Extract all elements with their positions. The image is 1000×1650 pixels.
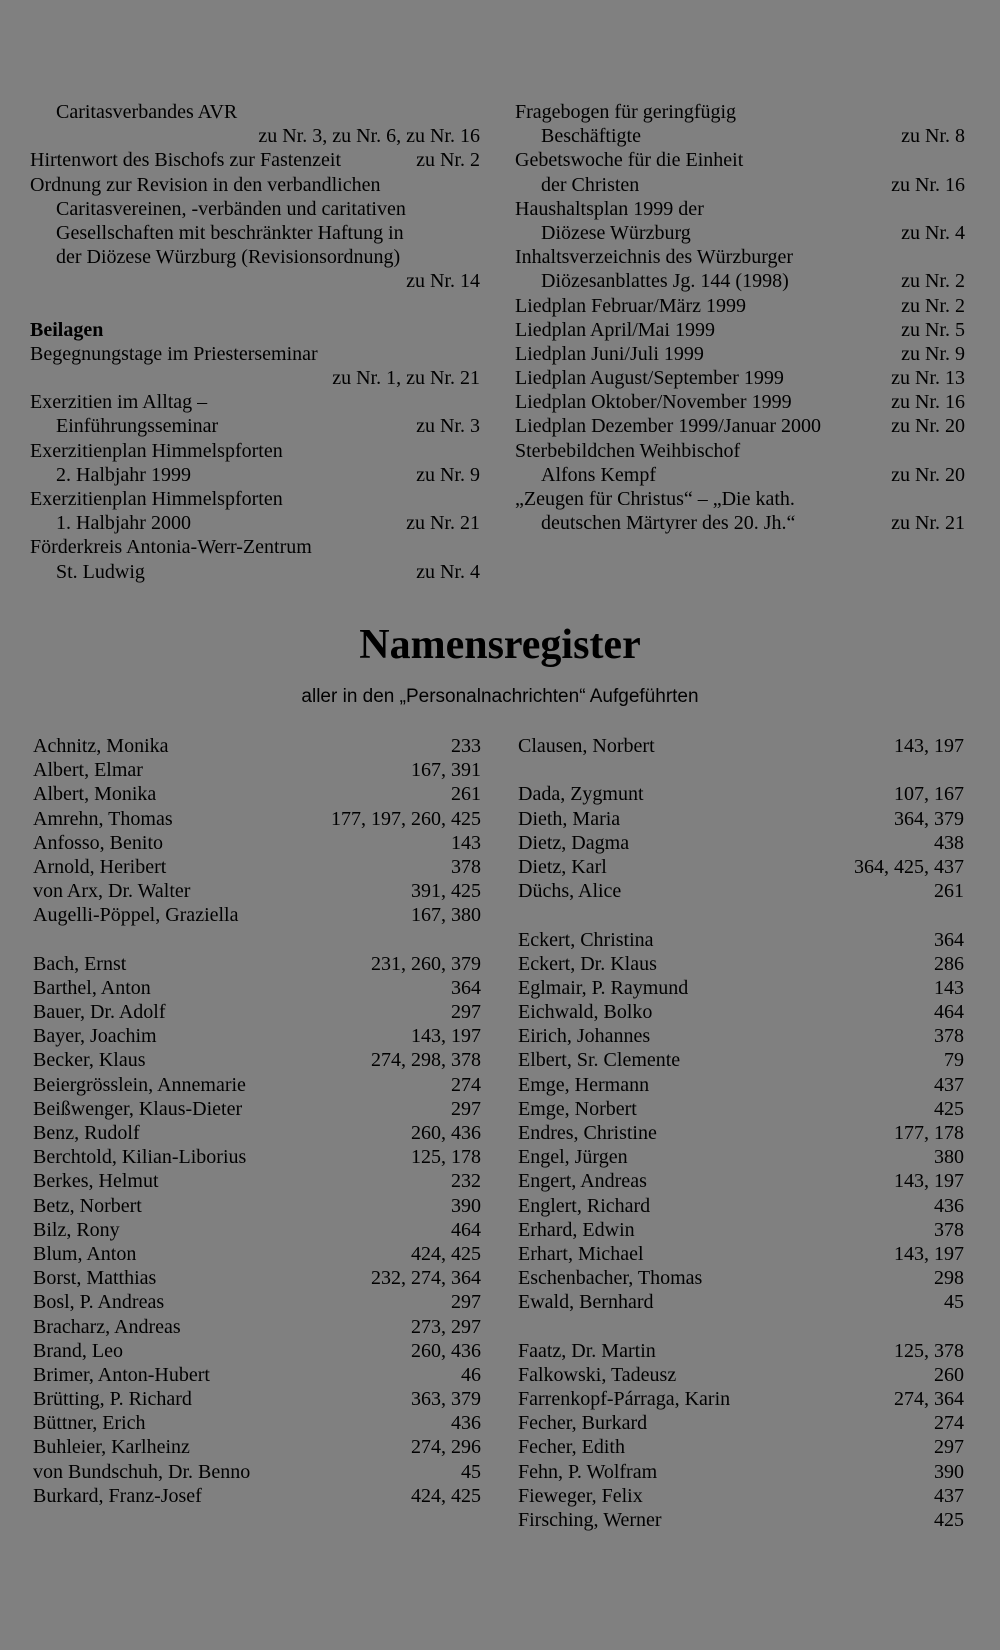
- page-numbers: 436: [934, 1194, 964, 1217]
- page-numbers: 378: [451, 855, 481, 878]
- name-entry: [33, 1145, 481, 1169]
- name-entry: [518, 1460, 964, 1484]
- page-numbers: 378: [934, 1025, 964, 1048]
- name-entry: [518, 807, 964, 831]
- entry-title: 2. Halbjahr 1999: [56, 463, 191, 486]
- page-numbers: 364: [451, 976, 481, 999]
- page-numbers: 274: [934, 1412, 964, 1435]
- entry-title: Sterbebildchen Weihbischof: [515, 439, 741, 462]
- name-entry: [33, 1339, 481, 1363]
- entry-reference: zu Nr. 9: [901, 342, 965, 365]
- entry-reference: zu Nr. 16: [891, 173, 965, 196]
- index-entry: [30, 511, 480, 535]
- name-entry: [518, 1508, 964, 1532]
- person-name: Engel, Jürgen: [518, 1146, 628, 1169]
- page-numbers: 390: [451, 1194, 481, 1217]
- person-name: Brand, Leo: [33, 1339, 123, 1362]
- names-column-left: [33, 734, 481, 1508]
- page-numbers: 177, 178: [894, 1122, 964, 1144]
- person-name: Brimer, Anton-Hubert: [33, 1363, 210, 1386]
- page-numbers: 274, 298, 378: [371, 1049, 481, 1072]
- page-numbers: 167, 380: [411, 904, 481, 927]
- name-entry: [33, 1073, 481, 1097]
- section-heading: [30, 318, 480, 342]
- spacer: [30, 294, 480, 318]
- index-entry: [30, 366, 480, 390]
- index-entry: [30, 269, 480, 293]
- person-name: von Bundschuh, Dr. Benno: [33, 1460, 251, 1483]
- person-name: Berkes, Helmut: [33, 1170, 159, 1193]
- spacer: [33, 928, 481, 952]
- name-entry: [33, 1169, 481, 1193]
- name-entry: [518, 1194, 964, 1218]
- index-entry: [30, 124, 480, 148]
- name-entry: [518, 1218, 964, 1242]
- name-entry: [518, 1266, 964, 1290]
- index-entry: [30, 342, 480, 366]
- person-name: Bayer, Joachim: [33, 1025, 157, 1048]
- name-entry: [33, 1024, 481, 1048]
- person-name: Bauer, Dr. Adolf: [33, 1001, 166, 1024]
- register-heading: [0, 620, 1000, 710]
- name-entry: [33, 1048, 481, 1072]
- page-numbers: 233: [451, 735, 481, 757]
- name-entry: [33, 1387, 481, 1411]
- page-numbers: 464: [934, 1001, 964, 1024]
- person-name: Erhard, Edwin: [518, 1218, 635, 1241]
- name-entry: [518, 952, 964, 976]
- index-entry: [515, 511, 965, 535]
- name-entry: [33, 855, 481, 879]
- entry-title: Einführungsseminar: [56, 415, 219, 438]
- page-numbers: 274, 364: [894, 1388, 964, 1411]
- page-numbers: 380: [934, 1146, 964, 1169]
- name-entry: [33, 807, 481, 831]
- page-numbers: 437: [934, 1484, 964, 1507]
- page-numbers: 436: [451, 1412, 481, 1435]
- person-name: Berchtold, Kilian-Liborius: [33, 1146, 247, 1169]
- register-title: Namensregister: [359, 622, 641, 668]
- entry-title: Hirtenwort des Bischofs zur Fastenzeit: [30, 149, 342, 172]
- name-entry: [33, 1460, 481, 1484]
- page-numbers: 260: [934, 1363, 964, 1386]
- person-name: Engert, Andreas: [518, 1170, 647, 1193]
- entry-title: der Christen: [541, 173, 640, 196]
- name-entry: [33, 734, 481, 758]
- entry-title: Diözesanblattes Jg. 144 (1998): [541, 270, 789, 293]
- person-name: Anfosso, Benito: [33, 831, 163, 854]
- register-subtitle: aller in den „Personalnachrichten“ Aufgeführten: [301, 686, 699, 707]
- index-entry: [30, 463, 480, 487]
- name-entry: [33, 1315, 481, 1339]
- person-name: Faatz, Dr. Martin: [518, 1339, 656, 1362]
- page-numbers: 125, 178: [411, 1146, 481, 1169]
- page-numbers: 286: [934, 952, 964, 975]
- person-name: Buhleier, Karlheinz: [33, 1436, 190, 1459]
- page-numbers: 363, 379: [411, 1388, 481, 1411]
- name-entry: [518, 1024, 964, 1048]
- name-entry: [518, 855, 964, 879]
- index-entry: [30, 487, 480, 511]
- name-entry: [518, 1145, 964, 1169]
- page-numbers: 274: [451, 1073, 481, 1096]
- name-entry: [33, 831, 481, 855]
- entry-reference: zu Nr. 13: [891, 367, 965, 390]
- index-entry: [515, 487, 965, 511]
- name-entry: [518, 1484, 964, 1508]
- index-entry: [30, 197, 480, 221]
- index-entry: [515, 100, 965, 124]
- person-name: von Arx, Dr. Walter: [33, 880, 191, 903]
- person-name: Borst, Matthias: [33, 1267, 157, 1290]
- entry-title: Gesellschaften mit beschränkter Haftung in: [56, 221, 404, 244]
- entry-reference: zu Nr. 4: [416, 560, 480, 583]
- page-numbers: 45: [944, 1291, 964, 1314]
- index-entry: [515, 221, 965, 245]
- index-entry: [30, 148, 480, 172]
- index-entry: [30, 221, 480, 245]
- name-entry: [33, 1266, 481, 1290]
- spacer: [518, 758, 964, 782]
- entry-title: Gebetswoche für die Einheit: [515, 149, 744, 172]
- name-entry: [518, 1000, 964, 1024]
- index-entry: [515, 463, 965, 487]
- name-entry: [518, 1048, 964, 1072]
- index-entry: [30, 560, 480, 584]
- person-name: Fehn, P. Wolfram: [518, 1460, 658, 1483]
- name-entry: [33, 1411, 481, 1435]
- page-numbers: 378: [934, 1218, 964, 1241]
- entry-title: Haushaltsplan 1999 der: [515, 197, 704, 220]
- name-entry: [33, 782, 481, 806]
- index-entry: [515, 439, 965, 463]
- name-entry: [33, 1484, 481, 1508]
- entry-title: Exerzitienplan Himmelspforten: [30, 439, 283, 462]
- person-name: Blum, Anton: [33, 1242, 137, 1265]
- index-entry: [515, 269, 965, 293]
- page-numbers: 297: [934, 1436, 964, 1459]
- person-name: Erhart, Michael: [518, 1242, 644, 1265]
- page-numbers: 125, 378: [894, 1339, 964, 1362]
- person-name: Falkowski, Tadeusz: [518, 1363, 677, 1386]
- entry-reference: zu Nr. 2: [901, 294, 965, 317]
- person-name: Emge, Hermann: [518, 1073, 650, 1096]
- name-entry: [33, 1242, 481, 1266]
- page-numbers: 167, 391: [411, 759, 481, 782]
- index-entry: [30, 439, 480, 463]
- person-name: Firsching, Werner: [518, 1509, 662, 1531]
- entry-reference: zu Nr. 21: [891, 512, 965, 535]
- name-entry: [518, 1242, 964, 1266]
- page-numbers: 273, 297: [411, 1315, 481, 1338]
- person-name: Fecher, Burkard: [518, 1412, 648, 1435]
- name-entry: [33, 879, 481, 903]
- person-name: Eckert, Dr. Klaus: [518, 952, 657, 975]
- index-entry: [515, 342, 965, 366]
- name-entry: [518, 1339, 964, 1363]
- person-name: Eschenbacher, Thomas: [518, 1267, 703, 1290]
- person-name: Amrehn, Thomas: [33, 807, 173, 830]
- index-entry: [515, 294, 965, 318]
- name-entry: [33, 976, 481, 1000]
- person-name: Achnitz, Monika: [33, 735, 169, 757]
- entry-title: Inhaltsverzeichnis des Würzburger: [515, 246, 794, 269]
- page-numbers: 143: [451, 831, 481, 854]
- entry-title: Förderkreis Antonia-Werr-Zentrum: [30, 536, 312, 559]
- person-name: Albert, Elmar: [33, 759, 143, 782]
- person-name: Eirich, Johannes: [518, 1025, 651, 1048]
- name-entry: [33, 1121, 481, 1145]
- page-numbers: 177, 197, 260, 425: [331, 807, 481, 830]
- index-entry: [30, 414, 480, 438]
- name-entry: [518, 734, 964, 758]
- person-name: Büttner, Erich: [33, 1412, 146, 1435]
- name-entry: [518, 1387, 964, 1411]
- name-entry: [33, 1363, 481, 1387]
- page-numbers: 79: [944, 1049, 964, 1072]
- index-entry: [515, 173, 965, 197]
- page-numbers: 364: [934, 928, 964, 951]
- page-numbers: 438: [934, 831, 964, 854]
- person-name: Beiergrösslein, Annemarie: [33, 1073, 246, 1096]
- spacer: [518, 903, 964, 927]
- person-name: Fieweger, Felix: [518, 1484, 643, 1507]
- person-name: Eglmair, P. Raymund: [518, 976, 689, 999]
- name-entry: [518, 928, 964, 952]
- page-numbers: 260, 436: [411, 1339, 481, 1362]
- person-name: Endres, Christine: [518, 1122, 657, 1144]
- index-entry: [515, 245, 965, 269]
- person-name: Dada, Zygmunt: [518, 783, 644, 806]
- person-name: Betz, Norbert: [33, 1194, 142, 1217]
- name-entry: [518, 1121, 964, 1145]
- index-entry: [30, 173, 480, 197]
- person-name: Dietz, Dagma: [518, 831, 630, 854]
- entry-reference: zu Nr. 9: [416, 463, 480, 486]
- page-numbers: 297: [451, 1291, 481, 1314]
- entry-reference: zu Nr. 16: [891, 391, 965, 414]
- person-name: Albert, Monika: [33, 783, 157, 806]
- page-numbers: 232: [451, 1170, 481, 1193]
- page-numbers: 437: [934, 1073, 964, 1096]
- page-numbers: 424, 425: [411, 1242, 481, 1265]
- person-name: Augelli-Pöppel, Graziella: [33, 904, 239, 927]
- name-entry: [33, 1218, 481, 1242]
- page-numbers: 260, 436: [411, 1122, 481, 1144]
- page-numbers: 364, 425, 437: [854, 855, 964, 878]
- index-entry: [515, 390, 965, 414]
- name-entry: [518, 1435, 964, 1459]
- entry-reference: zu Nr. 4: [901, 221, 965, 244]
- page-numbers: 143, 197: [894, 1242, 964, 1265]
- index-entry: [515, 197, 965, 221]
- page-numbers: 274, 296: [411, 1436, 481, 1459]
- entry-title: Exerzitien im Alltag –: [30, 391, 208, 414]
- entry-title: Alfons Kempf: [541, 463, 656, 486]
- index-entry: [515, 124, 965, 148]
- person-name: Beißwenger, Klaus-Dieter: [33, 1097, 243, 1120]
- person-name: Düchs, Alice: [518, 880, 622, 903]
- index-entry: [515, 366, 965, 390]
- person-name: Benz, Rudolf: [33, 1122, 140, 1144]
- person-name: Barthel, Anton: [33, 976, 151, 999]
- page-numbers: 298: [934, 1267, 964, 1290]
- name-entry: [33, 1194, 481, 1218]
- index-entry: [30, 100, 480, 124]
- name-entry: [33, 1290, 481, 1314]
- person-name: Bilz, Rony: [33, 1218, 120, 1241]
- index-entry: [515, 414, 965, 438]
- name-entry: [33, 1097, 481, 1121]
- entry-title: Liedplan Juni/Juli 1999: [515, 342, 704, 365]
- page-numbers: 143, 197: [894, 1170, 964, 1193]
- page-numbers: 425: [934, 1097, 964, 1120]
- entry-reference: zu Nr. 2: [416, 149, 480, 172]
- page-numbers: 391, 425: [411, 880, 481, 903]
- entry-title: Exerzitienplan Himmelspforten: [30, 488, 283, 510]
- person-name: Clausen, Norbert: [518, 735, 655, 757]
- page-numbers: 297: [451, 1097, 481, 1120]
- index-entry: [30, 245, 480, 269]
- page-numbers: 143, 197: [894, 735, 964, 757]
- page-numbers: 464: [451, 1218, 481, 1241]
- page-numbers: 232, 274, 364: [371, 1267, 481, 1290]
- page-numbers: 364, 379: [894, 807, 964, 830]
- person-name: Fecher, Edith: [518, 1436, 625, 1459]
- entry-title: zu Nr. 1, zu Nr. 21: [332, 367, 480, 390]
- name-entry: [33, 758, 481, 782]
- person-name: Farrenkopf-Párraga, Karin: [518, 1388, 731, 1411]
- page-numbers: 297: [451, 1001, 481, 1024]
- index-column-top-left: [30, 100, 480, 584]
- entry-title: Liedplan Februar/März 1999: [515, 294, 747, 317]
- page-numbers: 231, 260, 379: [371, 952, 481, 975]
- name-entry: [518, 782, 964, 806]
- entry-reference: zu Nr. 21: [406, 512, 480, 535]
- page-numbers: 424, 425: [411, 1484, 481, 1507]
- entry-reference: zu Nr. 20: [891, 463, 965, 486]
- names-column-right: [518, 734, 964, 1532]
- entry-title: zu Nr. 3, zu Nr. 6, zu Nr. 16: [258, 125, 480, 148]
- index-entry: [30, 390, 480, 414]
- entry-title: „Zeugen für Christus“ – „Die kath.: [515, 488, 795, 510]
- name-entry: [33, 903, 481, 927]
- entry-title: zu Nr. 14: [406, 270, 480, 293]
- page-numbers: 425: [934, 1509, 964, 1531]
- entry-title: Liedplan April/Mai 1999: [515, 318, 715, 341]
- entry-title: Caritasverbandes AVR: [56, 101, 238, 123]
- name-entry: [518, 1363, 964, 1387]
- page-numbers: 390: [934, 1460, 964, 1483]
- entry-title: Beilagen: [30, 318, 104, 341]
- person-name: Bosl, P. Andreas: [33, 1291, 165, 1314]
- person-name: Englert, Richard: [518, 1194, 651, 1217]
- name-entry: [518, 831, 964, 855]
- name-entry: [518, 1290, 964, 1314]
- name-entry: [33, 1435, 481, 1459]
- entry-title: Liedplan Oktober/November 1999: [515, 391, 792, 414]
- entry-reference: zu Nr. 2: [901, 270, 965, 293]
- entry-title: 1. Halbjahr 2000: [56, 512, 191, 535]
- index-entry: [30, 535, 480, 559]
- entry-title: Caritasvereinen, -verbänden und caritativen: [56, 197, 406, 220]
- person-name: Bracharz, Andreas: [33, 1315, 181, 1338]
- entry-reference: zu Nr. 3: [416, 415, 480, 438]
- entry-title: Ordnung zur Revision in den verbandlichen: [30, 173, 381, 196]
- person-name: Dietz, Karl: [518, 855, 607, 878]
- person-name: Eichwald, Bolko: [518, 1001, 653, 1024]
- index-entry: [515, 148, 965, 172]
- person-name: Dieth, Maria: [518, 807, 621, 830]
- page-numbers: 107, 167: [894, 783, 964, 806]
- name-entry: [518, 1169, 964, 1193]
- entry-title: Begegnungstage im Priesterseminar: [30, 342, 318, 365]
- entry-title: der Diözese Würzburg (Revisionsordnung): [56, 246, 401, 269]
- page-numbers: 261: [934, 880, 964, 903]
- entry-reference: zu Nr. 20: [891, 415, 965, 438]
- person-name: Emge, Norbert: [518, 1097, 637, 1120]
- name-entry: [518, 976, 964, 1000]
- page-numbers: 143: [934, 976, 964, 999]
- person-name: Elbert, Sr. Clemente: [518, 1049, 681, 1072]
- entry-title: Fragebogen für geringfügig: [515, 101, 737, 123]
- name-entry: [33, 1000, 481, 1024]
- entry-title: Beschäftigte: [541, 125, 641, 148]
- entry-reference: zu Nr. 8: [901, 125, 965, 148]
- page-numbers: 45: [461, 1460, 481, 1483]
- entry-title: Liedplan Dezember 1999/Januar 2000: [515, 415, 822, 438]
- person-name: Brütting, P. Richard: [33, 1388, 192, 1411]
- person-name: Arnold, Heribert: [33, 855, 167, 878]
- entry-reference: zu Nr. 5: [901, 318, 965, 341]
- page-numbers: 46: [461, 1363, 481, 1386]
- spacer: [518, 1315, 964, 1339]
- person-name: Becker, Klaus: [33, 1049, 146, 1072]
- entry-title: deutschen Märtyrer des 20. Jh.“: [541, 512, 796, 535]
- name-entry: [518, 879, 964, 903]
- name-entry: [518, 1411, 964, 1435]
- person-name: Eckert, Christina: [518, 928, 654, 951]
- name-entry: [518, 1073, 964, 1097]
- entry-title: Diözese Würzburg: [541, 221, 691, 244]
- page-numbers: 261: [451, 783, 481, 806]
- name-entry: [33, 952, 481, 976]
- person-name: Ewald, Bernhard: [518, 1291, 654, 1314]
- entry-title: St. Ludwig: [56, 560, 145, 583]
- entry-title: Liedplan August/September 1999: [515, 367, 784, 390]
- person-name: Bach, Ernst: [33, 952, 127, 975]
- page-numbers: 143, 197: [411, 1025, 481, 1048]
- person-name: Burkard, Franz-Josef: [33, 1484, 202, 1507]
- name-entry: [518, 1097, 964, 1121]
- index-entry: [515, 318, 965, 342]
- index-column-top-right: [515, 100, 965, 535]
